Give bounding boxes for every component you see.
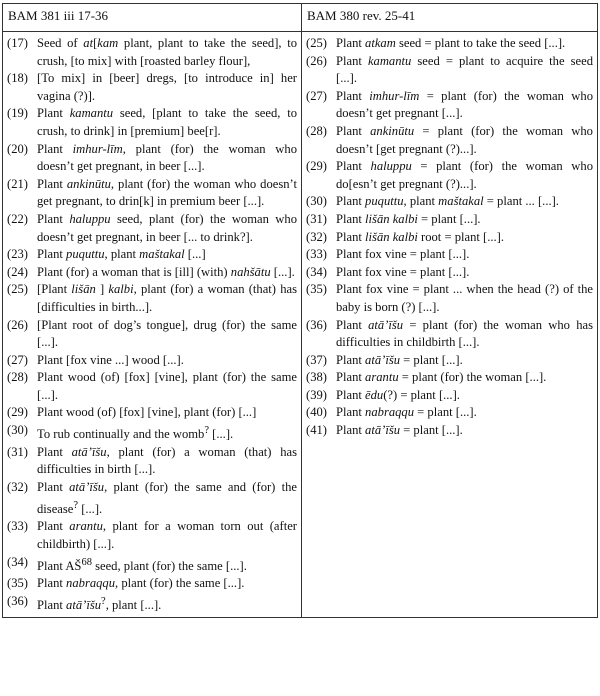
left-entry <box>7 444 297 479</box>
line-number: (40) <box>306 405 327 420</box>
line-number: (18) <box>7 71 28 86</box>
line-number: (17) <box>7 36 28 50</box>
right-entry <box>306 317 593 352</box>
line-number: (21) <box>7 176 28 191</box>
entry-text: Plant atā’īšu, plant (for) the same and (for) the disease? [...]. <box>37 480 297 516</box>
left-entry <box>7 404 297 422</box>
line-number: (20) <box>7 141 28 156</box>
right-entry <box>306 387 593 405</box>
entry-text: Plant atā’īšu, plant (for) a woman (that) has difficulties in birth [...]. <box>37 444 297 477</box>
entry-text: Plant arantu, plant for a woman torn out (after childbirth) [...]. <box>37 519 297 551</box>
left-entry <box>7 35 297 70</box>
left-entry <box>7 264 297 282</box>
entry-text: Plant nabraqqu = plant [...]. <box>336 405 477 420</box>
left-entry <box>7 518 297 553</box>
left-entry <box>7 281 297 316</box>
line-number: (34) <box>306 264 327 279</box>
right-entry <box>306 281 593 316</box>
left-entry <box>7 369 297 404</box>
left-entry <box>7 246 297 264</box>
line-number: (35) <box>7 576 28 591</box>
entry-text: To rub continually and the womb? [...]. <box>37 425 234 442</box>
right-entry <box>306 352 593 370</box>
left-column-cell <box>3 32 302 618</box>
line-number: (32) <box>7 480 28 495</box>
left-entry <box>7 105 297 140</box>
entry-text: Plant fox vine = plant [...]. <box>336 247 470 262</box>
entry-text: Plant puquttu, plant maštakal = plant ... [...]. <box>336 194 559 209</box>
line-number: (32) <box>306 229 327 244</box>
left-entry <box>7 479 297 518</box>
line-number: (38) <box>306 370 327 385</box>
line-number: (29) <box>306 159 327 174</box>
entry-text: Plant AŠ$^{68}$ seed, plant (for) the same [...]. <box>37 556 247 573</box>
right-entry <box>306 88 593 123</box>
entry-text: Plant kamantu seed, [plant to take the seed, to crush, to drink] in [premium] bee[r]. <box>37 106 297 138</box>
left-entry <box>7 352 297 370</box>
line-number: (37) <box>306 352 327 367</box>
right-entry <box>306 246 593 264</box>
entry-text: Plant fox vine = plant [...]. <box>336 264 470 279</box>
right-entry <box>306 264 593 282</box>
line-number: (33) <box>7 519 28 534</box>
entry-text: Plant atā’īšu?, plant [...]. <box>37 595 162 613</box>
line-number: (25) <box>7 282 28 297</box>
left-entry <box>7 211 297 246</box>
line-number: (19) <box>7 106 28 121</box>
comparison-table <box>2 3 598 618</box>
line-number: (31) <box>7 444 28 459</box>
line-number: (35) <box>306 282 327 297</box>
entry-text: Plant haluppu seed, plant (for) the woman who doesn’t get pregnant, in beer [... to drink?]. <box>37 211 297 244</box>
line-number: (26) <box>7 317 28 332</box>
right-entry <box>306 229 593 247</box>
entry-text: Plant kamantu seed = plant to acquire the seed [...]. <box>336 53 593 86</box>
right-entry <box>306 422 593 440</box>
left-entry <box>7 141 297 176</box>
right-entry <box>306 211 593 229</box>
entry-text: Plant arantu = plant (for) the woman [...]. <box>336 370 547 385</box>
line-number: (28) <box>306 123 327 138</box>
line-number: (33) <box>306 247 327 262</box>
line-number: (24) <box>7 264 28 279</box>
entry-text: Plant (for) a woman that is [ill] (with) nahšātu [...]. <box>37 264 295 279</box>
entry-text: [To mix] in [beer] dregs, [to introduce in] her vagina (?)]. <box>37 71 297 103</box>
line-number: (27) <box>7 352 28 367</box>
entry-text: Seed of at[kam plant, plant to take the seed], to crush, [to mix] with [roasted barley flour], <box>37 36 297 68</box>
right-entry <box>306 35 593 53</box>
line-number: (25) <box>306 36 327 50</box>
entry-text: Plant wood (of) [fox] [vine], plant (for) the same [...]. <box>37 370 297 402</box>
line-number: (30) <box>7 423 28 438</box>
right-entry <box>306 369 593 387</box>
line-number: (36) <box>7 593 28 608</box>
left-entry <box>7 575 297 593</box>
left-column-header: BAM 381 iii 17-36 <box>3 4 302 32</box>
header-row <box>3 4 598 32</box>
line-number: (22) <box>7 211 28 226</box>
right-entry <box>306 123 593 158</box>
right-entry <box>306 193 593 211</box>
right-entry <box>306 53 593 88</box>
line-number: (41) <box>306 423 327 438</box>
right-column-header: BAM 380 rev. 25-41 <box>302 4 598 32</box>
right-entry <box>306 404 593 422</box>
entry-text: Plant imhur-līm = plant (for) the woman who doesn’t get pregnant [...]. <box>336 88 593 121</box>
entry-text: [Plant lišān ] kalbi, plant (for) a woman (that) has [difficulties in birth...]. <box>37 282 297 314</box>
left-entry <box>7 317 297 352</box>
entry-text: Plant wood (of) [fox] [vine], plant (for) [...] <box>37 405 257 420</box>
line-number: (27) <box>306 88 327 103</box>
line-number: (26) <box>306 53 327 68</box>
entry-text: Plant fox vine = plant ... when the head (?) of the baby is born (?) [...]. <box>336 282 593 314</box>
left-entry <box>7 554 297 576</box>
entry-text: Plant [fox vine ...] wood [...]. <box>37 352 184 367</box>
line-number: (31) <box>306 211 327 226</box>
line-number: (23) <box>7 247 28 262</box>
entry-text: Plant imhur-līm, plant (for) the woman who doesn’t get pregnant, in beer [...]. <box>37 141 298 174</box>
line-number: (34) <box>7 554 28 569</box>
entry-text: Plant lišān kalbi = plant [...]. <box>336 211 481 226</box>
body-row <box>3 32 598 618</box>
line-number: (36) <box>306 317 327 332</box>
entry-text: Plant ankinūtu, plant (for) the woman who doesn’t get pregnant, to drin[k] in premium beer [...]. <box>37 176 297 209</box>
right-entry <box>306 158 593 193</box>
entry-text: Plant haluppu = plant (for) the woman who do[esn’t get pregnant (?)...]. <box>336 159 593 191</box>
entry-text: Plant atā’īšu = plant (for) the woman who has difficulties in childbirth [...]. <box>336 317 593 350</box>
entry-text: Plant atā’īšu = plant [...]. <box>336 423 463 438</box>
entry-text: Plant puquttu, plant maštakal [...] <box>37 247 206 262</box>
line-number: (30) <box>306 194 327 209</box>
entry-text: Plant nabraqqu, plant (for) the same [...]. <box>37 576 245 591</box>
entry-text: [Plant root of dog’s tongue], drug (for) the same [...]. <box>37 317 297 350</box>
line-number: (28) <box>7 370 28 385</box>
left-entry <box>7 593 297 615</box>
entry-text: Plant atā’īšu = plant [...]. <box>336 352 463 367</box>
left-entry <box>7 422 297 444</box>
entry-text: Plant ēdu(?) = plant [...]. <box>336 387 460 402</box>
left-entry <box>7 70 297 105</box>
line-number: (39) <box>306 387 327 402</box>
entry-text: Plant ankinūtu = plant (for) the woman who doesn’t [get pregnant (?)...]. <box>336 123 593 156</box>
right-column-cell <box>302 32 598 618</box>
entry-text: Plant atkam seed = plant to take the seed [...]. <box>336 36 566 50</box>
entry-text: Plant lišān kalbi root = plant [...]. <box>336 229 505 244</box>
left-entry <box>7 176 297 211</box>
line-number: (29) <box>7 405 28 420</box>
